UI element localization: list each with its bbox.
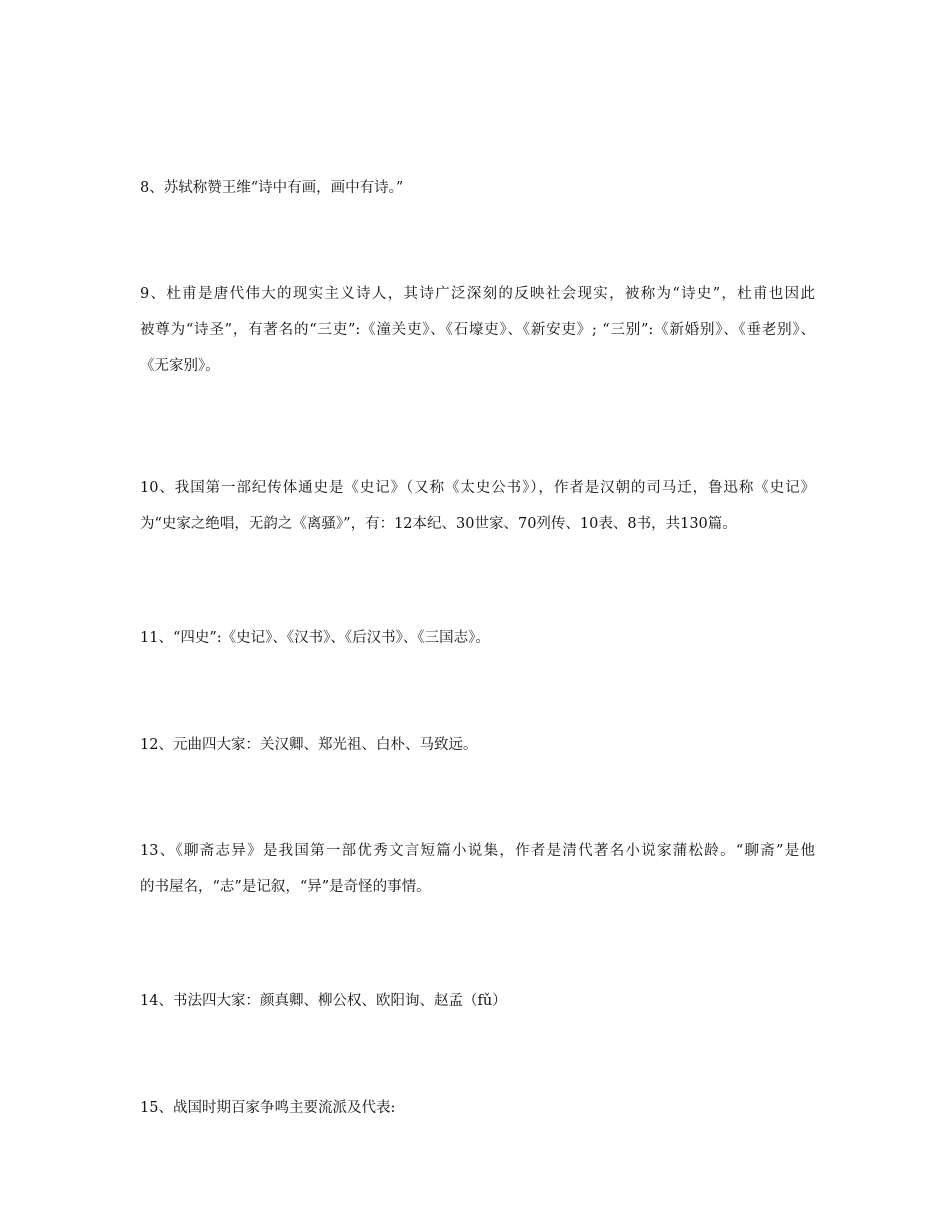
text-line: 12、元曲四大家：关汉卿、郑光祖、白朴、马致远。 [140, 737, 478, 753]
text-line: 10、我国第一部纪传体通史是《史记》（又称《太史公书》），作者是汉朝的司马迁，鲁迅称《史记》 [140, 480, 815, 496]
paragraph-item-12 [140, 727, 815, 763]
text-line: 8、苏轼称赞王维“诗中有画，画中有诗。” [140, 180, 404, 196]
paragraph-item-8 [140, 170, 815, 206]
paragraph-item-11 [140, 620, 815, 656]
paragraph-item-10 [140, 470, 815, 542]
text-line: 11、“四史”:《史记》、《汉书》、《后汉书》、《三国志》。 [140, 630, 490, 646]
text-line: 14、书法四大家：颜真卿、柳公权、欧阳询、赵孟（fǔ） [140, 993, 507, 1009]
paragraph-item-15 [140, 1090, 815, 1126]
text-line: 被尊为“诗圣”，有著名的“三吏”:《潼关吏》、《石壕吏》、《新安吏》; “三别”:《新婚别》、《垂老别》、 [140, 322, 815, 338]
text-line: 的书屋名，“志”是记叙，“异”是奇怪的事情。 [140, 879, 431, 895]
paragraph-item-13 [140, 833, 815, 905]
paragraph-item-9 [140, 276, 815, 384]
text-line: 15、战国时期百家争鸣主要流派及代表: [140, 1100, 396, 1116]
paragraph-item-14 [140, 983, 815, 1019]
text-line: 9、杜甫是唐代伟大的现实主义诗人，其诗广泛深刻的反映社会现实，被称为“诗史”，杜甫也因此 [140, 286, 815, 302]
text-line: 为“史家之绝唱，无韵之《离骚》”，有：12本纪、30世家、70列传、10表、8书，共130篇。 [140, 516, 737, 532]
text-line: 《无家别》。 [140, 358, 220, 374]
text-line: 13、《聊斋志异》是我国第一部优秀文言短篇小说集，作者是清代著名小说家蒲松龄。“聊斋”是他 [140, 843, 815, 859]
